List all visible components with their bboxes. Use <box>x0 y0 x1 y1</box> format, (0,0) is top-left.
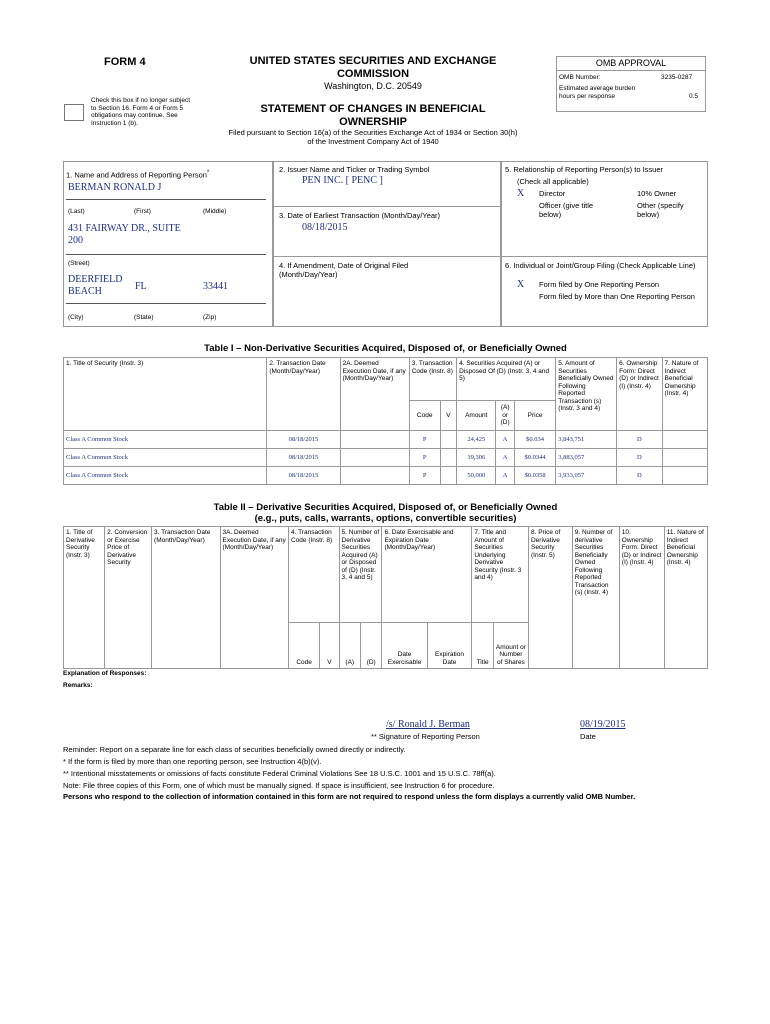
signature-date: 08/19/2015 <box>580 719 626 730</box>
t1-r1-ad: A <box>496 449 515 467</box>
t1-h2a: 2A. Deemed Execution Date, if any (Month/Day/Year) <box>340 358 409 431</box>
other-label: Other (specify below) <box>637 201 684 219</box>
omb-burden-label: Estimated average burden hours per response <box>559 85 636 100</box>
table1 <box>63 357 708 485</box>
reporting-person-label <box>66 169 209 180</box>
agency-city: Washington, D.C. 20549 <box>324 81 422 91</box>
earliest-date-value: 08/18/2015 <box>302 222 348 233</box>
filing-one-label: Form filed by One Reporting Person <box>539 280 660 289</box>
t1-r0-title: Class A Common Stock <box>64 431 267 449</box>
t2-h11: 11. Nature of Indirect Beneficial Ownership (Instr. 4) <box>664 527 707 669</box>
no-longer-subject-checkbox[interactable] <box>64 104 84 121</box>
agency-title: UNITED STATES SECURITIES AND EXCHANGE COMMISSION <box>249 55 497 80</box>
t1-h2: 2. Transaction Date (Month/Day/Year) <box>267 358 340 431</box>
director-mark[interactable]: X <box>517 188 525 199</box>
last-label: (Last) <box>68 208 85 215</box>
omb-number-value: 3235-0287 <box>661 74 693 81</box>
t1-h5: 5. Amount of Securities Beneficially Owned Following Reported Transaction (s) (Instr. 3 and 4) <box>556 358 617 431</box>
t1-r1-owned: 3,883,057 <box>556 449 617 467</box>
city-label: (City) <box>68 314 84 321</box>
t1-r0-code: P <box>409 431 440 449</box>
t1-r2-date: 08/18/2015 <box>267 467 340 485</box>
table2-title-text: Table II – Derivative Securities Acquired, Disposed of, or Beneficially Owned <box>213 502 558 513</box>
issuer-value: PEN INC. [ PENC ] <box>302 175 383 186</box>
note-omb: Persons who respond to the collection of information contained in this form are not required to respond unless the form displays a currently valid OMB Number. <box>63 792 636 801</box>
table2-subtitle: (e.g., puts, calls, warrants, options, convertible securities) <box>254 513 517 524</box>
street-label: (Street) <box>68 260 90 267</box>
t1-code: Code <box>409 401 440 431</box>
zip-label: (Zip) <box>203 314 217 321</box>
t1-r1-price: $0.0344 <box>514 449 555 467</box>
t1-r2-ad: A <box>496 467 515 485</box>
t1-r1-amount: 39,306 <box>457 449 496 467</box>
filing-mark[interactable]: X <box>517 279 525 290</box>
t1-r2-owned: 3,933,057 <box>556 467 617 485</box>
director-label: Director <box>539 189 566 198</box>
issuer-label: 2. Issuer Name and Ticker or Trading Symbol <box>279 165 430 174</box>
check-box-note: Check this box if no longer subject to Section 16. Form 4 or Form 5 obligations may continue. See Instruction 1 (b). <box>91 97 190 127</box>
t2-h2: 2. Conversion or Exercise Price of Derivative Security <box>105 527 152 669</box>
filed-pursuant: Filed pursuant to Section 16(a) of the Securities Exchange Act of 1934 or Section 30(h) of the Investment Company Act of 1940 <box>228 128 518 146</box>
t1-r1-code: P <box>409 449 440 467</box>
t1-aord: (A) or (D) <box>496 401 515 431</box>
t2-amt-shares: Amount or Number of Shares <box>493 623 528 669</box>
t2-h1: 1. Title of Derivative Security (Instr. 3) <box>64 527 105 669</box>
signature-label: ** Signature of Reporting Person <box>371 732 480 741</box>
remarks-label: Remarks: <box>63 682 93 689</box>
zip-value: 33441 <box>203 281 228 292</box>
t1-r2-price: $0.0358 <box>514 467 555 485</box>
table-row <box>64 449 708 467</box>
omb-burden-value: 0.5 <box>689 93 699 100</box>
t1-r2-code: P <box>409 467 440 485</box>
t1-price: Price <box>514 401 555 431</box>
t1-r2-form: D <box>617 467 662 485</box>
t2-date-ex: Date Exercisable <box>382 623 427 669</box>
note-misstatements: ** Intentional misstatements or omissions of facts constitute Federal Criminal Violations See 18 U.S.C. 1001 and 15 U.S.C. 78ff(a). <box>63 769 496 778</box>
t2-title-col: Title <box>472 623 493 669</box>
asterisk: * <box>206 169 210 176</box>
table-row <box>64 431 708 449</box>
officer-label: Officer (give title below) <box>539 201 594 219</box>
note-reminder: Reminder: Report on a separate line for each class of securities beneficially owned directly or indirectly. <box>63 745 406 754</box>
t1-r0-ad: A <box>496 431 515 449</box>
city-value: DEERFIELD BEACH <box>68 274 123 297</box>
form-label: FORM 4 <box>104 56 146 68</box>
t2-a: (A) <box>339 623 360 669</box>
street-value: 431 FAIRWAY DR., SUITE 200 <box>68 223 181 246</box>
t1-r0-price: $0.034 <box>514 431 555 449</box>
t2-h3: 3. Transaction Date (Month/Day/Year) <box>152 527 220 669</box>
t1-r1-form: D <box>617 449 662 467</box>
note-copies: Note: File three copies of this Form, one of which must be manually signed. If space is insufficient, see Instruction 6 for procedure. <box>63 781 495 790</box>
t2-h10: 10. Ownership Form: Direct (D) or Indirect (I) (Instr. 4) <box>619 527 664 669</box>
t2-code: Code <box>288 623 319 669</box>
t2-h7: 7. Title and Amount of Securities Underlying Derivative Security (Instr. 3 and 4) <box>472 527 529 623</box>
t1-r1-title: Class A Common Stock <box>64 449 267 467</box>
table-row <box>64 467 708 485</box>
relationship-label: 5. Relationship of Reporting Person(s) to Issuer <box>505 165 663 174</box>
t2-h5: 5. Number of Derivative Securities Acquired (A) or Disposed of (D) (Instr. 3, 4 and 5) <box>339 527 382 623</box>
t1-r0-owned: 3,843,751 <box>556 431 617 449</box>
t1-v: V <box>440 401 457 431</box>
t1-r1-date: 08/18/2015 <box>267 449 340 467</box>
filing-label: 6. Individual or Joint/Group Filing (Check Applicable Line) <box>505 261 696 270</box>
t1-r2-amount: 50,000 <box>457 467 496 485</box>
t2-h9: 9. Number of derivative Securities Beneficially Owned Following Reported Transaction (s) (Instr. 4) <box>572 527 619 669</box>
t1-r2-title: Class A Common Stock <box>64 467 267 485</box>
explanation-label: Explanation of Responses: <box>63 670 147 677</box>
earliest-date-label: 3. Date of Earliest Transaction (Month/Day/Year) <box>279 211 441 220</box>
t1-h6: 6. Ownership Form: Direct (D) or Indirect (I) (Instr. 4) <box>617 358 662 431</box>
statement-title: STATEMENT OF CHANGES IN BENEFICIAL OWNERSHIP <box>260 103 486 128</box>
t1-r0-amount: 24,425 <box>457 431 496 449</box>
state-label: (State) <box>134 314 154 321</box>
table2-title <box>63 502 708 524</box>
t2-h3a: 3A. Deemed Execution Date, if any (Month/Day/Year) <box>220 527 288 669</box>
date-label: Date <box>580 732 596 741</box>
t2-exp: Expiration Date <box>427 623 472 669</box>
amendment-label: 4. If Amendment, Date of Original Filed (Month/Day/Year) <box>279 261 409 279</box>
table1-title: Table I – Non-Derivative Securities Acquired, Disposed of, or Beneficially Owned <box>204 343 567 354</box>
t2-h4: 4. Transaction Code (Instr. 8) <box>288 527 339 623</box>
t2-d: (D) <box>360 623 381 669</box>
t2-h6: 6. Date Exercisable and Expiration Date (Month/Day/Year) <box>382 527 472 623</box>
t1-h4: 4. Securities Acquired (A) or Disposed Of (D) (Instr. 3, 4 and 5) <box>457 358 556 401</box>
omb-title: OMB APPROVAL <box>595 58 667 68</box>
ten-pct-owner-label: 10% Owner <box>637 189 677 198</box>
reporting-person-label-text: 1. Name and Address of Reporting Person <box>66 170 207 180</box>
reporting-person-name: BERMAN RONALD J <box>68 182 162 193</box>
t1-r0-date: 08/18/2015 <box>267 431 340 449</box>
t1-h7: 7. Nature of Indirect Beneficial Ownership (Instr. 4) <box>662 358 707 431</box>
t1-h1: 1. Title of Security (Instr. 3) <box>64 358 267 431</box>
note-multiple: * If the form is filed by more than one reporting person, see Instruction 4(b)(v). <box>63 757 322 766</box>
signature-value: /s/ Ronald J. Berman <box>386 719 470 730</box>
omb-number-label: OMB Number: <box>559 74 601 81</box>
t2-v: V <box>320 623 339 669</box>
t1-h3: 3. Transaction Code (Instr. 8) <box>409 358 456 401</box>
filing-more-label: Form filed by More than One Reporting Person <box>539 292 695 301</box>
state-value: FL <box>135 281 147 292</box>
table2 <box>63 526 708 669</box>
t1-amount: Amount <box>457 401 496 431</box>
first-label: (First) <box>134 208 151 215</box>
t2-h8: 8. Price of Derivative Security (Instr. 5) <box>528 527 572 669</box>
t1-r0-form: D <box>617 431 662 449</box>
check-applicable: (Check all applicable) <box>517 177 589 186</box>
middle-label: (Middle) <box>203 208 227 215</box>
